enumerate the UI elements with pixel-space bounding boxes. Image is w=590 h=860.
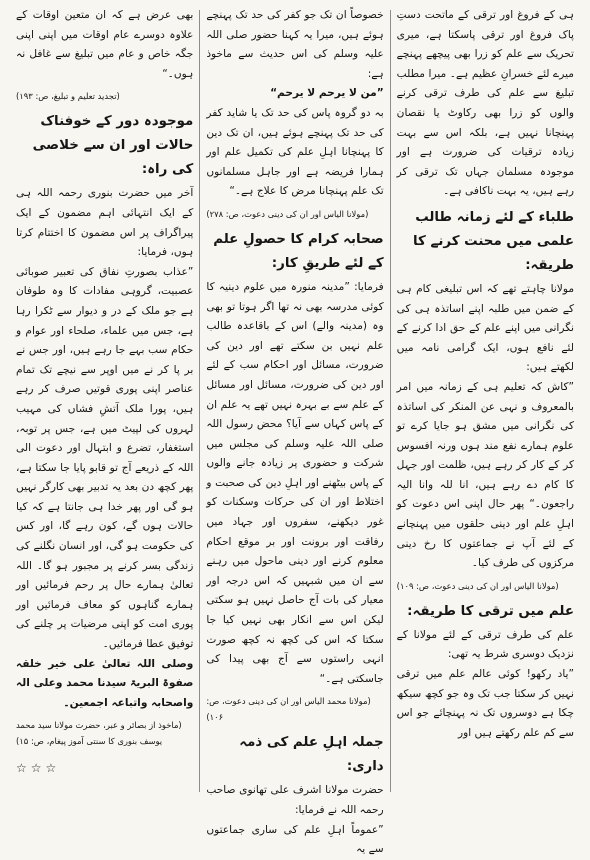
- paragraph: خصوصاً ان تک جو کفر کی حد تک پہنچے ہوئے ہیں، میرا یہ کہنا حضور صلی اللہ علیہ وسلم کی اس حدیث سے ماخوذ ہے:: [206, 9, 384, 80]
- paragraph: بھی عرض ہے کہ ان متعین اوقات کے علاوہ دوسرے عام اوقات میں اپنی اپنی جگہ خاص و عام میں تبلیغ سے غافل نہ ہوں۔“: [16, 9, 194, 80]
- citation: (تجدید تعلیم و تبلیغ، ص: ۱۹۳): [16, 91, 120, 102]
- section-heading: صحابہ کرام کا حصولِ علم کے لئے طریقِ کار:: [213, 231, 384, 271]
- quote-paragraph: ”عموماً اہلِ علم کی ساری جماعتوں سے یہ: [206, 823, 384, 856]
- quote-paragraph: ”عذاب بصورتِ نفاق کی تعبیر صوبائی عصبیت، گروہی مفادات کا وہ طوفان ہے جو ملک کے در و دیوار سے ٹکرا رہا ہے، جس میں علماء، صلحاء اور عوام و حکام سب بہے جا رہے ہیں، اور جس نے بر پا کر نے میں اوپر سے نیچے تک تمام عناصر اپنی پوری قوتیں صرف کر رہے ہیں، پورا ملک آتشِ فشاں کی مہیب لہروں کی لپیٹ میں ہے، جس پر توبہ، استغفار، تضرع و ابتہال اور دعوت الی اللہ کے ذریعے آج تو قابو پایا جا سکتا ہے، پھر کچھ دن بعد یہ تدبیر بھی کارگر نہیں ہو گی اور پھر خدا ہی جانتا ہے کہ کیا حالات ہوں گے، کون رہے گا، اور کس کی حکومت ہو گی، اور انسان نگلنے کی زندگی بسر کرنے پر مجبور ہو گا۔ اللہ تعالیٰ ہمارے حال پر رحم فرمائیں اور ہمارے گناہوں کو معاف فرمائیں اور پوری امت کو اپنی مرضیات پر چلنے کی توفیق عطا فرمائیں۔: [16, 265, 194, 651]
- section-heading: طلباء کے لئے زمانہ طالب علمی میں محنت کرنے کا طریقہ:: [413, 209, 574, 273]
- paragraph: علم کی طرف ترقی کے لئے مولانا کے نزدیک دوسری شرط یہ تھی:: [396, 628, 574, 661]
- section-heading: علم میں ترقی کا طریقہ:: [407, 603, 574, 619]
- section-heading: جملہ اہلِ علم کی ذمہ داری:: [239, 735, 384, 775]
- closing-supplication: وصلی اللہ تعالیٰ علی خیر خلقہ صفوۃ البریۃ سیدنا محمد وعلی الہ واصحابہ واتباعہ اجمعین۔: [16, 657, 194, 709]
- quote-paragraph: فرمایا: ”مدینہ منورہ میں علوم دینیہ کا کوئی مدرسہ بھی نہ تھا اگر ہوتا تو بھی وہ (مدینہ والے) اس کے باقاعدہ طالب علم نہیں بن سکتے تھے اور دین کی ضرورت، مسائل اور احکام سب کے لئے اور دین کی ضرورت، مسائل اور مسائل کے علم سے بے بہرہ نہیں تھے یہ علم ان کے پاس کہاں سے آیا؟ محض رسول اللہ صلی اللہ علیہ وسلم کی مجلس میں شرکت و حضوری پر زیادہ جانے والوں کے پاس بیٹھنے اور اہلِ دین کی صحبت و اختلاط اور ان کی حرکات وسکنات کو غور دیکھنے، سفروں اور جہاد میں رفاقت اور برونت اور بر موقع احکام معلوم کرنے اور دینی ماحول میں رہنے سے ان میں شبہیں کہ اس درجہ اور معیار کی بات آج حاصل نہیں ہو سکتی لیکن اس سے انکار بھی نہیں کیا جا سکتا کہ اس کی کچھ نہ کچھ صورت انہی راستوں سے آج بھی پیدا کی جاسکتی ہے۔“: [206, 280, 384, 685]
- paragraph: ہی کے فروغ اور ترقی کے ماتحت دستِ پاک فروغ اور ترقی پاسکتا ہے، میری تحریک سے علم کو زرا بھی پیچھے پہنچے میرے لئے خسرانِ عظیم ہے۔ میرا مطلب تبلیغ سے علم کی طرف ترقی کرنے والوں کو زرا بھی رکاوٹ یا نقصان پہنچانا نہیں ہے، بلکہ اس سے بہت زیادہ ترقیات کی ضرورت ہے اور موجودہ مسلمان جہاں تک ترقی کر رہے ہیں، یہ بہت ناکافی ہے۔: [396, 9, 574, 198]
- column-left: [10, 6, 199, 796]
- quote-paragraph: ”کاش کہ تعلیم ہی کے زمانہ میں امر بالمعروف و نہی عن المنکر کی اساتذہ کی نگرانی میں مشق ہو جایا کرے تو علوم ہمارے نفع مند ہوں ورنہ افسوس کر کے کار کر رہے ہیں، ظلمت اور جہل کا کام دے رہے ہیں، انا للہ وانا الیہ راجعون۔“ پھر حال اپنی اس دعوت کو اہلِ علم اور دینی حلقوں میں پہنچانے کے لئے آپ نے جماعتوں کا رخ دینی مرکزوں کی طرف کیا۔: [396, 380, 574, 570]
- paragraph: مولانا چاہتے تھے کہ اس تبلیغی کام ہی کے ضمن میں طلبہ اپنے اساتذہ ہی کی نگرانی میں اپنے علم کے حق ادا کرنے کے لئے نافع ہوں، ایک گرامی نامہ میں لکھتے ہیں:: [396, 282, 574, 374]
- paragraph: حضرت مولانا اشرف علی تھانوی صاحب رحمہ اللہ نے فرمایا:: [206, 784, 384, 816]
- citation: (ماخوذ از بصائر و عبر، حضرت مولانا سید محمد یوسف بنوری کا سنتی آموز پیغام، ص: ۱۵): [16, 720, 182, 747]
- citation: (مولانا محمد الیاس اور ان کی دینی دعوت، ص: ۱۰۶): [206, 696, 371, 723]
- section-heading: موجودہ دور کے خوفناک حالات اور ان سے خلاصی کی راہ:: [32, 114, 194, 178]
- end-of-article-stars: ☆☆☆: [16, 761, 61, 776]
- column-middle: [200, 6, 389, 856]
- paragraph: بہ دو گروہ پاس کی حد تک یا شاید کفر کی حد تک پہنچے ہوئے ہیں، ان تک دین کا پہنچانا اہلِ علم کی تکمیل علم اور ہمارا فریضہ ہے اور جاہل مسلمانوں تک علم پہنچانا مرض کا علاج ہے۔“: [206, 106, 384, 198]
- paragraph: آخر میں حضرت بنوری رحمہ اللہ ہی کے ایک انتہائی اہم مضمون کے ایک پیراگراف پر اس مضمون کا اختتام کرتا ہوں، فرمایا:: [16, 187, 194, 259]
- hadith-quote: ”من لا یرحم لا یرحم“: [270, 87, 384, 100]
- citation: (مولانا الیاس اور ان کی دینی دعوت، ص: ۲۷۸): [206, 208, 369, 219]
- citation: (مولانا الیاس اور ان کی دینی دعوت، ص: ۱۰۹): [396, 580, 559, 591]
- quote-paragraph: ”یاد رکھو! کوئی عالم علم میں ترقی نہیں کر سکتا جب تک وہ جو کچھ سیکھ چکا ہے دوسروں تک نہ پہنچائے جو اس سے کم علم رکھتے ہیں اور: [396, 668, 574, 739]
- column-right: [391, 6, 580, 796]
